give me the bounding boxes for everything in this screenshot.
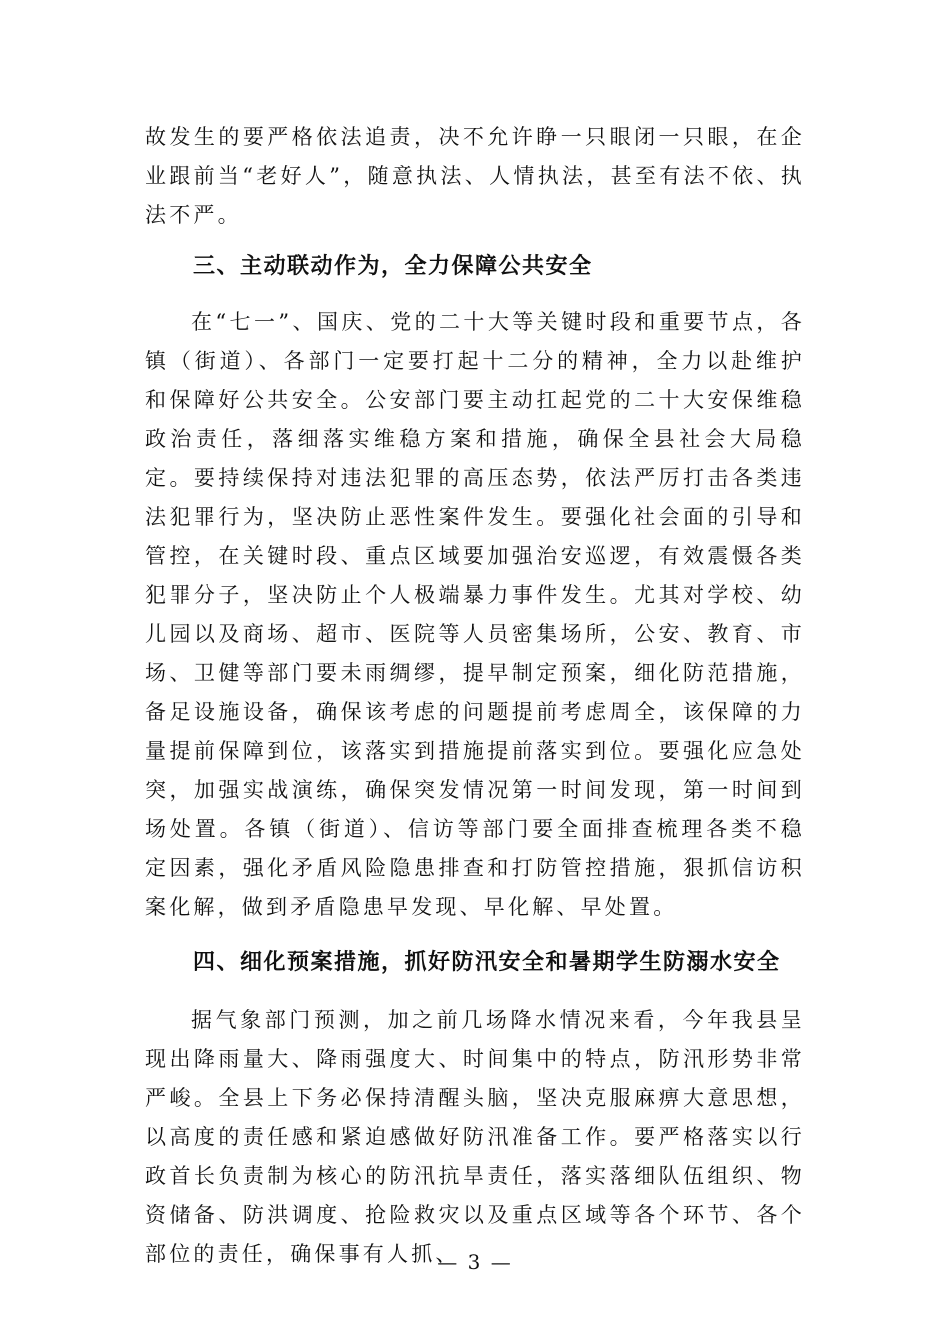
- document-body: [145, 118, 805, 1274]
- section-heading-4: 四、细化预案措施，抓好防汛安全和暑期学生防溺水安全: [193, 950, 781, 975]
- paragraph-flood-prevention: 据气象部门预测，加之前几场降水情况来看，今年我县呈现出降雨量大、降雨强度大、时间集中的特点，防汛形势非常严峻。全县上下务必保持清醒头脑，坚决克服麻痹大意思想，以高度的责任感和紧迫感做好防汛准备工作。要严格落实以行政首长负责制为核心的防汛抗旱责任，落实落细队伍组织、物资储备、防洪调度、抢险救灾以及重点区域等各个环节、各个部位的责任，确保事有人抓、: [145, 1008, 805, 1266]
- paragraph-continuation: 故发生的要严格依法追责，决不允许睁一只眼闭一只眼，在企业跟前当“老好人”，随意执法、人情执法，甚至有法不依、执法不严。: [145, 125, 805, 227]
- paragraph-public-safety: 在“七一”、国庆、党的二十大等关键时段和重要节点，各镇（街道）、各部门一定要打起十二分的精神，全力以赴维护和保障好公共安全。公安部门要主动扛起党的二十大安保维稳政治责任，落细落实维稳方案和措施，确保全县社会大局稳定。要持续保持对违法犯罪的高压态势，依法严厉打击各类违法犯罪行为，坚决防止恶性案件发生。要强化社会面的引导和管控，在关键时段、重点区域要加强治安巡逻，有效震慑各类犯罪分子，坚决防止个人极端暴力事件发生。尤其对学校、幼儿园以及商场、超市、医院等人员密集场所，公安、教育、市场、卫健等部门要未雨绸缪，提早制定预案，细化防范措施，备足设施设备，确保该考虑的问题提前考虑周全，该保障的力量提前保障到位，该落实到措施提前落实到位。要强化应急处突，加强实战演练，确保突发情况第一时间发现，第一时间到场处置。各镇（街道）、信访等部门要全面排查梳理各类不稳定因素，强化矛盾风险隐患排查和打防管控措施，狠抓信访积案化解，做到矛盾隐患早发现、早化解、早处置。: [145, 310, 805, 919]
- section-heading-3: 三、主动联动作为，全力保障公共安全: [193, 254, 593, 279]
- page-number: — 3 —: [437, 1250, 513, 1274]
